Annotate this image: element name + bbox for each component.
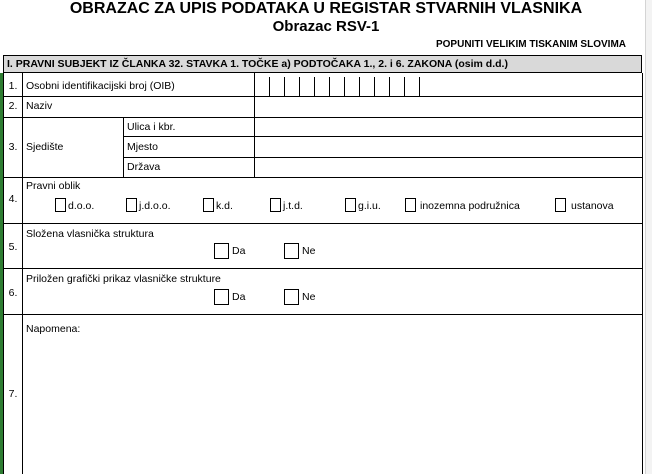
option-doo: d.o.o.: [68, 200, 95, 212]
city-input[interactable]: [255, 137, 642, 157]
row-number: 7.: [8, 388, 18, 400]
oib-input[interactable]: [255, 77, 420, 96]
fill-instruction: POPUNITI VELIKIM TISKANIM SLOVIMA: [435, 39, 626, 50]
option-giu: g.i.u.: [358, 200, 381, 212]
checkbox-giu[interactable]: [345, 198, 356, 212]
option-no: Ne: [302, 245, 316, 257]
checkbox-jdoo[interactable]: [126, 198, 137, 212]
grid-line: [3, 314, 643, 315]
row-number: 4.: [8, 193, 18, 205]
graphic-attached-label: Priložen grafički prikaz vlasničke strukture: [26, 273, 221, 285]
street-input[interactable]: [255, 118, 642, 136]
grid-line: [3, 73, 4, 474]
row-number: 2.: [8, 100, 18, 112]
form-title: OBRAZAC ZA UPIS PODATAKA U REGISTAR STVARNIH VLASNIKA: [69, 0, 583, 17]
checkbox-foreign-branch[interactable]: [405, 198, 416, 212]
grid-line: [3, 268, 643, 269]
option-no: Ne: [302, 291, 316, 303]
checkbox-complex-yes[interactable]: [214, 243, 229, 259]
option-kd: k.d.: [216, 200, 233, 212]
row-number: 1.: [8, 80, 18, 92]
city-label: Mjesto: [127, 141, 158, 153]
checkbox-graphic-no[interactable]: [284, 289, 299, 305]
option-yes: Da: [232, 245, 246, 257]
grid-line: [123, 117, 124, 177]
row-number: 5.: [8, 241, 18, 253]
checkbox-complex-no[interactable]: [284, 243, 299, 259]
checkbox-institution[interactable]: [555, 198, 566, 212]
complex-ownership-label: Složena vlasnička struktura: [26, 228, 154, 240]
oib-label: Osobni identifikacijski broj (OIB): [26, 80, 175, 92]
option-institution: ustanova: [571, 200, 614, 212]
checkbox-graphic-yes[interactable]: [214, 289, 229, 305]
street-label: Ulica i kbr.: [127, 121, 176, 133]
country-input[interactable]: [255, 158, 642, 177]
grid-line: [3, 177, 643, 178]
name-label: Naziv: [26, 100, 53, 112]
remarks-input[interactable]: [23, 338, 642, 474]
checkbox-jtd[interactable]: [270, 198, 281, 212]
country-label: Država: [127, 161, 161, 173]
vertical-scrollbar[interactable]: [645, 0, 652, 474]
option-yes: Da: [232, 291, 246, 303]
legal-form-label: Pravni oblik: [26, 180, 81, 192]
section-header: I. PRAVNI SUBJEKT IZ ČLANKA 32. STAVKA 1. TOČKE a) PODTOČAKA 1., 2. i 6. ZAKONA (osim d.d.): [3, 55, 642, 73]
option-jtd: j.t.d.: [283, 200, 303, 212]
option-foreign-branch: inozemna podružnica: [420, 200, 520, 212]
form-subtitle: Obrazac RSV-1: [272, 18, 380, 35]
seat-label: Sjedište: [26, 141, 64, 153]
name-input[interactable]: [255, 97, 642, 117]
grid-line: [642, 73, 643, 474]
grid-line: [3, 223, 643, 224]
row-number: 3.: [8, 141, 18, 153]
remarks-label: Napomena:: [26, 323, 81, 335]
checkbox-kd[interactable]: [203, 198, 214, 212]
checkbox-doo[interactable]: [55, 198, 66, 212]
row-number: 6.: [8, 287, 18, 299]
option-jdoo: j.d.o.o.: [139, 200, 171, 212]
